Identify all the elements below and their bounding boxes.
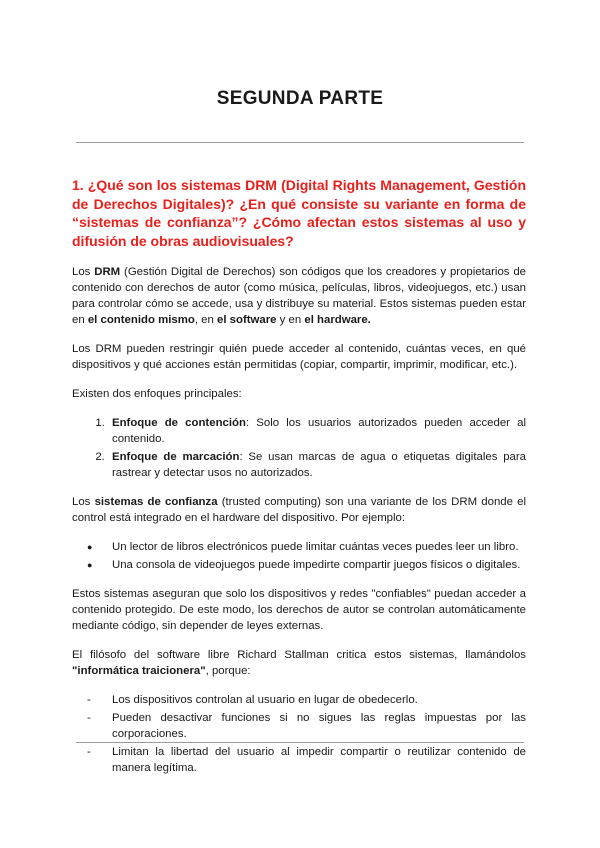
page-title: SEGUNDA PARTE [216, 88, 384, 109]
top-divider [76, 142, 524, 143]
paragraph-drm-definition [72, 264, 526, 328]
bold-run: el contenido mismo [87, 314, 195, 326]
bold-run: sistemas de confianza [94, 496, 218, 508]
bold-run: el hardware. [304, 314, 371, 326]
text-run: : Se usan marcas de agua o etiquetas digitales para rastrear y detectar usos no autorizados. [112, 451, 526, 479]
examples-list [72, 539, 526, 573]
text-run: y en [276, 314, 305, 326]
list-item: - Los dispositivos controlan al usuario en lugar de obedecerlo. [108, 692, 526, 708]
text-run: , porque: [205, 665, 251, 677]
text-run: (Gestión Digital de Derechos) son códigos que los creadores y propietarios de contenido con derechos de autor (como música, películas, libros, videojuegos, etc.) usan para controlar cómo se accede, usa y distribuye su material. Estos sistemas pueden estar en [72, 266, 526, 326]
text-run: Los [72, 266, 95, 278]
bold-run: Enfoque de marcación [112, 451, 240, 463]
paragraph-trusted-effects: Estos sistemas aseguran que solo los dispositivos y redes "confiables" puedan acceder a contenido protegido. De este modo, los derechos de autor se controlan automáticamente mediante código, sin depender de leyes externas. [72, 588, 526, 632]
bold-run: DRM [94, 266, 121, 278]
approaches-list [72, 415, 526, 481]
list-item: ● Un lector de libros electrónicos puede limitar cuántas veces puedes leer un libro. [108, 539, 526, 555]
question-heading: 1. ¿Qué son los sistemas DRM (Digital Rights Management, Gestión de Derechos Digitales)? ¿En qué consiste su variante en forma de “sistemas de confianza”? ¿Cómo afectan estos sistemas al uso y difusión de obras audiovisuales? [72, 177, 526, 249]
text-run: , en [194, 314, 217, 326]
list-item: - Limitan la libertad del usuario al impedir compartir o reutilizar contenido de manera legítima. [108, 744, 526, 776]
list-item [108, 449, 526, 481]
bold-run: Enfoque de contención [112, 417, 246, 429]
list-item: - Pueden desactivar funciones si no sigues las reglas impuestas por las corporaciones. [108, 710, 526, 742]
text-run: (trusted computing) son una variante de los DRM donde el control está integrado en el hardware del dispositivo. Por ejemplo: [72, 496, 526, 524]
paragraph-drm-restrictions: Los DRM pueden restringir quién puede acceder al contenido, cuántas veces, en qué dispositivos y qué acciones están permitidas (copiar, compartir, imprimir, modificar, etc.). [72, 343, 526, 371]
text-run: Los [72, 496, 95, 508]
reasons-list [72, 692, 526, 776]
bold-run: "informática traicionera" [72, 665, 206, 677]
paragraph-approaches-intro: Existen dos enfoques principales: [72, 388, 242, 400]
bottom-divider [76, 742, 524, 743]
text-run: El filósofo del software libre Richard Stallman critica estos sistemas, llamándolos [72, 649, 526, 661]
text-run: : Solo los usuarios autorizados pueden acceder al contenido. [112, 417, 526, 445]
bold-run: el software [216, 314, 277, 326]
paragraph-trusted-systems [72, 494, 526, 526]
list-item [108, 415, 526, 447]
paragraph-stallman [72, 647, 526, 679]
list-item: ● Una consola de videojuegos puede impedirte compartir juegos físicos o digitales. [108, 557, 526, 573]
content-body [72, 176, 526, 789]
